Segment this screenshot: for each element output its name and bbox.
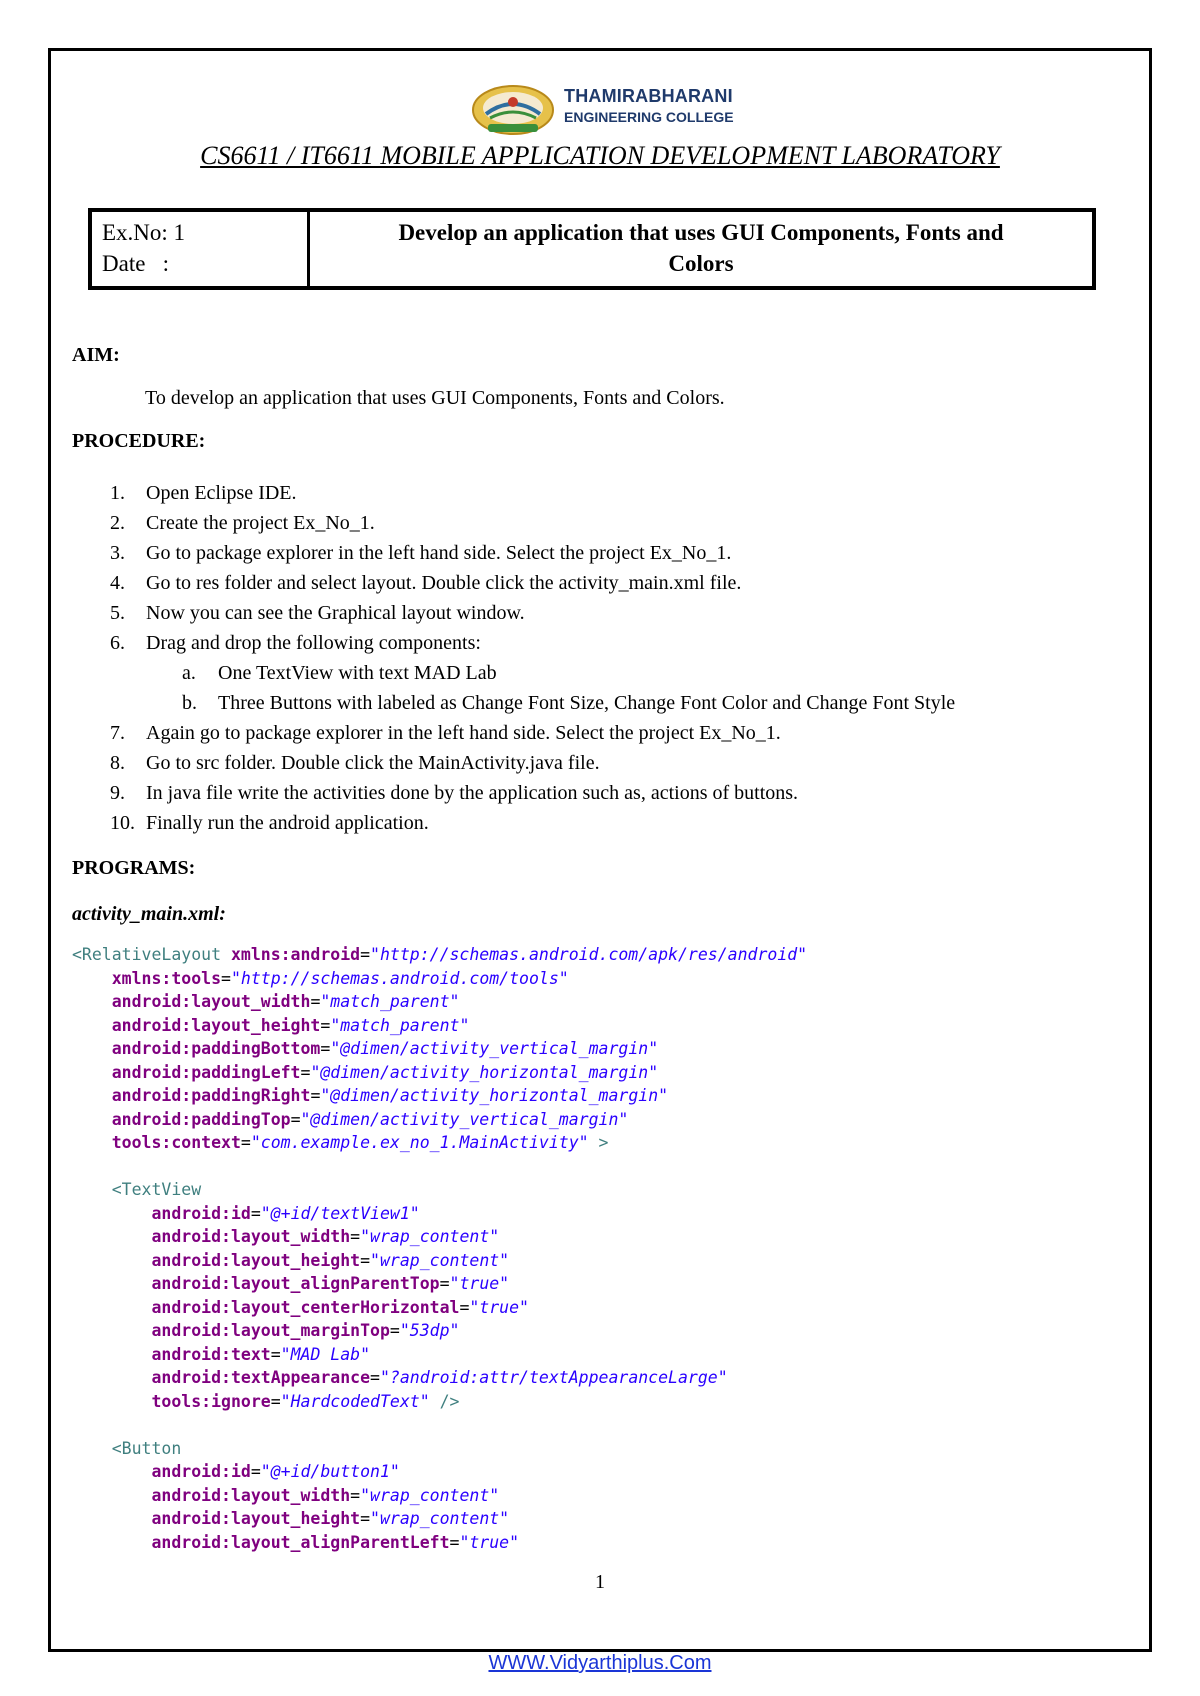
code-attribute: android:layout_height bbox=[111, 1015, 321, 1035]
code-attribute: android:text bbox=[151, 1344, 271, 1364]
procedure-step bbox=[72, 778, 955, 808]
code-line: tools:ignore="HardcodedText" /> bbox=[151, 1391, 460, 1411]
code-line: tools:context="com.example.ex_no_1.MainActivity" > bbox=[111, 1133, 609, 1152]
code-value: "HardcodedText" bbox=[280, 1391, 430, 1411]
procedure-step-text: Open Eclipse IDE. bbox=[146, 482, 297, 504]
code-line bbox=[72, 1178, 807, 1202]
code-line: android:layout_width="wrap_content" bbox=[151, 1227, 500, 1246]
code-value: "wrap_content" bbox=[370, 1509, 510, 1528]
procedure-step-number: a. bbox=[182, 662, 196, 684]
code-attribute: android:layout_alignParentLeft bbox=[151, 1532, 450, 1552]
code-attribute: android:layout_width bbox=[111, 992, 311, 1011]
procedure-step-text: Three Buttons with labeled as Change Font Size, Change Font Color and Change Font Style bbox=[218, 692, 956, 714]
code-attribute: xmlns:android bbox=[230, 945, 361, 964]
code-attribute: android:paddingTop bbox=[111, 1109, 291, 1129]
procedure-step-number: 1. bbox=[110, 482, 125, 504]
code-value: "true" bbox=[449, 1274, 510, 1293]
exercise-heading-line1: Develop an application that uses GUI Components, Fonts and bbox=[398, 220, 1004, 245]
procedure-step bbox=[72, 688, 955, 718]
code-line: android:layout_width="wrap_content" bbox=[151, 1485, 500, 1505]
code-line bbox=[72, 1437, 807, 1461]
procedure-step-text: Finally run the android application. bbox=[146, 812, 429, 834]
code-attribute: android:id bbox=[151, 1203, 251, 1223]
code-listing bbox=[72, 943, 807, 1554]
exercise-meta bbox=[92, 212, 310, 286]
code-value: "@dimen/activity_horizontal_margin" bbox=[310, 1062, 659, 1082]
page-number: 1 bbox=[595, 1571, 605, 1593]
code-attribute: android:id bbox=[151, 1462, 251, 1481]
code-line: android:id="@+id/button1" bbox=[151, 1462, 400, 1481]
procedure-step-number: 2. bbox=[110, 512, 125, 534]
procedure-step-text: Create the project Ex_No_1. bbox=[146, 512, 375, 534]
procedure-step bbox=[72, 808, 955, 838]
code-attribute: android:textAppearance bbox=[151, 1368, 371, 1387]
code-value: "http://schemas.android.com/tools" bbox=[230, 968, 569, 988]
code-tag: <TextView bbox=[111, 1180, 202, 1199]
procedure-step bbox=[72, 748, 955, 778]
code-line: android:layout_height="wrap_content" bbox=[151, 1250, 510, 1270]
code-attribute: xmlns:tools bbox=[111, 968, 222, 988]
code-value: "match_parent" bbox=[320, 992, 460, 1011]
procedure-step-text: Now you can see the Graphical layout window. bbox=[146, 602, 525, 624]
code-line: android:layout_alignParentTop="true" bbox=[151, 1274, 510, 1293]
procedure-step-text: In java file write the activities done by the application such as, actions of buttons. bbox=[146, 782, 799, 804]
code-line: android:textAppearance="?android:attr/textAppearanceLarge" bbox=[151, 1368, 728, 1387]
exercise-heading-line2: Colors bbox=[668, 251, 734, 276]
logo-name: THAMIRABHARANI bbox=[564, 86, 733, 106]
exercise-date: Date : bbox=[102, 251, 170, 276]
programs-heading: PROGRAMS: bbox=[72, 857, 196, 879]
exercise-box bbox=[88, 208, 1096, 290]
procedure-step bbox=[72, 478, 955, 508]
procedure-step-text: Again go to package explorer in the left hand side. Select the project Ex_No_1. bbox=[146, 722, 781, 744]
code-tag-end: > bbox=[588, 1133, 609, 1152]
procedure-step bbox=[72, 628, 955, 658]
code-line: android:layout_height="wrap_content" bbox=[151, 1509, 510, 1528]
code-value: "@+id/button1" bbox=[260, 1462, 400, 1481]
procedure-step-number: 9. bbox=[110, 782, 125, 804]
college-emblem-icon bbox=[468, 80, 558, 140]
code-line: android:id="@+id/textView1" bbox=[151, 1203, 420, 1223]
website-link[interactable]: WWW.Vidyarthiplus.Com bbox=[488, 1652, 712, 1674]
code-attribute: android:layout_width bbox=[151, 1227, 351, 1246]
code-value: "true" bbox=[469, 1297, 529, 1317]
aim-text: To develop an application that uses GUI Components, Fonts and Colors. bbox=[145, 387, 725, 409]
procedure-step-text: Go to src folder. Double click the MainActivity.java file. bbox=[146, 752, 600, 774]
procedure-heading: PROCEDURE: bbox=[72, 430, 206, 452]
code-value: "MAD Lab" bbox=[280, 1344, 371, 1364]
code-value: "wrap_content" bbox=[360, 1485, 500, 1505]
code-value: "@dimen/activity_vertical_margin" bbox=[330, 1039, 659, 1058]
procedure-step-number: b. bbox=[182, 692, 197, 714]
code-line: android:paddingTop="@dimen/activity_vertical_margin" bbox=[111, 1109, 629, 1129]
code-line: <RelativeLayout xmlns:android="http://schemas.android.com/apk/res/android" bbox=[72, 945, 808, 964]
exercise-number: Ex.No: 1 bbox=[102, 220, 186, 245]
procedure-step-number: 3. bbox=[110, 542, 125, 564]
procedure-step bbox=[72, 658, 955, 688]
code-attribute: android:layout_width bbox=[151, 1485, 351, 1505]
code-attribute: android:paddingBottom bbox=[111, 1039, 321, 1058]
code-attribute: android:paddingRight bbox=[111, 1086, 311, 1105]
code-attribute: android:layout_alignParentTop bbox=[151, 1274, 440, 1293]
procedure-step-text: Go to res folder and select layout. Double click the activity_main.xml file. bbox=[146, 572, 742, 594]
code-attribute: android:paddingLeft bbox=[111, 1062, 301, 1082]
code-line bbox=[72, 1413, 807, 1437]
code-tag-end: /> bbox=[429, 1391, 460, 1411]
code-line: android:layout_width="match_parent" bbox=[111, 992, 460, 1011]
code-attribute: tools:context bbox=[111, 1133, 241, 1152]
code-value: "match_parent" bbox=[330, 1015, 470, 1035]
code-line: android:layout_height="match_parent" bbox=[111, 1015, 470, 1035]
procedure-step-number: 10. bbox=[110, 812, 135, 834]
procedure-step-text: Go to package explorer in the left hand side. Select the project Ex_No_1. bbox=[146, 542, 732, 564]
procedure-step-number: 6. bbox=[110, 632, 125, 654]
code-value: "http://schemas.android.com/apk/res/android" bbox=[370, 945, 808, 964]
code-value: "53dp" bbox=[399, 1321, 460, 1340]
code-line: android:paddingBottom="@dimen/activity_vertical_margin" bbox=[111, 1039, 659, 1058]
code-line: android:text="MAD Lab" bbox=[151, 1344, 371, 1364]
procedure-step bbox=[72, 568, 955, 598]
code-value: "?android:attr/textAppearanceLarge" bbox=[379, 1368, 728, 1387]
code-value: "com.example.ex_no_1.MainActivity" bbox=[250, 1133, 589, 1152]
code-line bbox=[72, 1155, 807, 1179]
procedure-step-number: 5. bbox=[110, 602, 125, 624]
procedure-step-text: Drag and drop the following components: bbox=[146, 632, 481, 654]
code-value: "@+id/textView1" bbox=[260, 1203, 420, 1223]
code-attribute: android:layout_height bbox=[151, 1250, 361, 1270]
code-line: android:layout_centerHorizontal="true" bbox=[151, 1297, 529, 1317]
procedure-step-text: One TextView with text MAD Lab bbox=[218, 662, 497, 684]
code-line: android:layout_marginTop="53dp" bbox=[151, 1321, 460, 1340]
procedure-step-number: 8. bbox=[110, 752, 125, 774]
code-value: "wrap_content" bbox=[370, 1250, 510, 1270]
procedure-step-number: 4. bbox=[110, 572, 125, 594]
exercise-heading bbox=[310, 212, 1092, 286]
aim-heading: AIM: bbox=[72, 344, 120, 366]
logo-subtitle: ENGINEERING COLLEGE bbox=[564, 109, 734, 125]
code-value: "@dimen/activity_vertical_margin" bbox=[300, 1109, 629, 1129]
code-attribute: android:layout_height bbox=[151, 1509, 361, 1528]
procedure-step-number: 7. bbox=[110, 722, 125, 744]
file-label: activity_main.xml: bbox=[72, 903, 226, 925]
code-line: android:layout_alignParentLeft="true" bbox=[151, 1532, 520, 1552]
code-line: android:paddingRight="@dimen/activity_horizontal_margin" bbox=[111, 1086, 669, 1105]
procedure-step bbox=[72, 508, 955, 538]
college-logo bbox=[468, 80, 758, 140]
code-tag: <RelativeLayout bbox=[72, 945, 222, 964]
code-attribute: tools:ignore bbox=[151, 1391, 271, 1411]
code-value: "@dimen/activity_horizontal_margin" bbox=[320, 1086, 669, 1105]
code-line: android:paddingLeft="@dimen/activity_horizontal_margin" bbox=[111, 1062, 659, 1082]
code-line: xmlns:tools="http://schemas.android.com/tools" bbox=[111, 968, 569, 988]
procedure-step bbox=[72, 718, 955, 748]
code-value: "wrap_content" bbox=[360, 1227, 500, 1246]
procedure-step bbox=[72, 538, 955, 568]
lab-title: CS6611 / IT6611 MOBILE APPLICATION DEVELOPMENT LABORATORY bbox=[200, 141, 1000, 170]
code-attribute: android:layout_marginTop bbox=[151, 1321, 390, 1340]
procedure-step bbox=[72, 598, 955, 628]
procedure-list bbox=[72, 478, 955, 838]
code-value: "true" bbox=[459, 1532, 520, 1552]
code-tag: <Button bbox=[111, 1438, 182, 1458]
code-attribute: android:layout_centerHorizontal bbox=[151, 1297, 460, 1317]
